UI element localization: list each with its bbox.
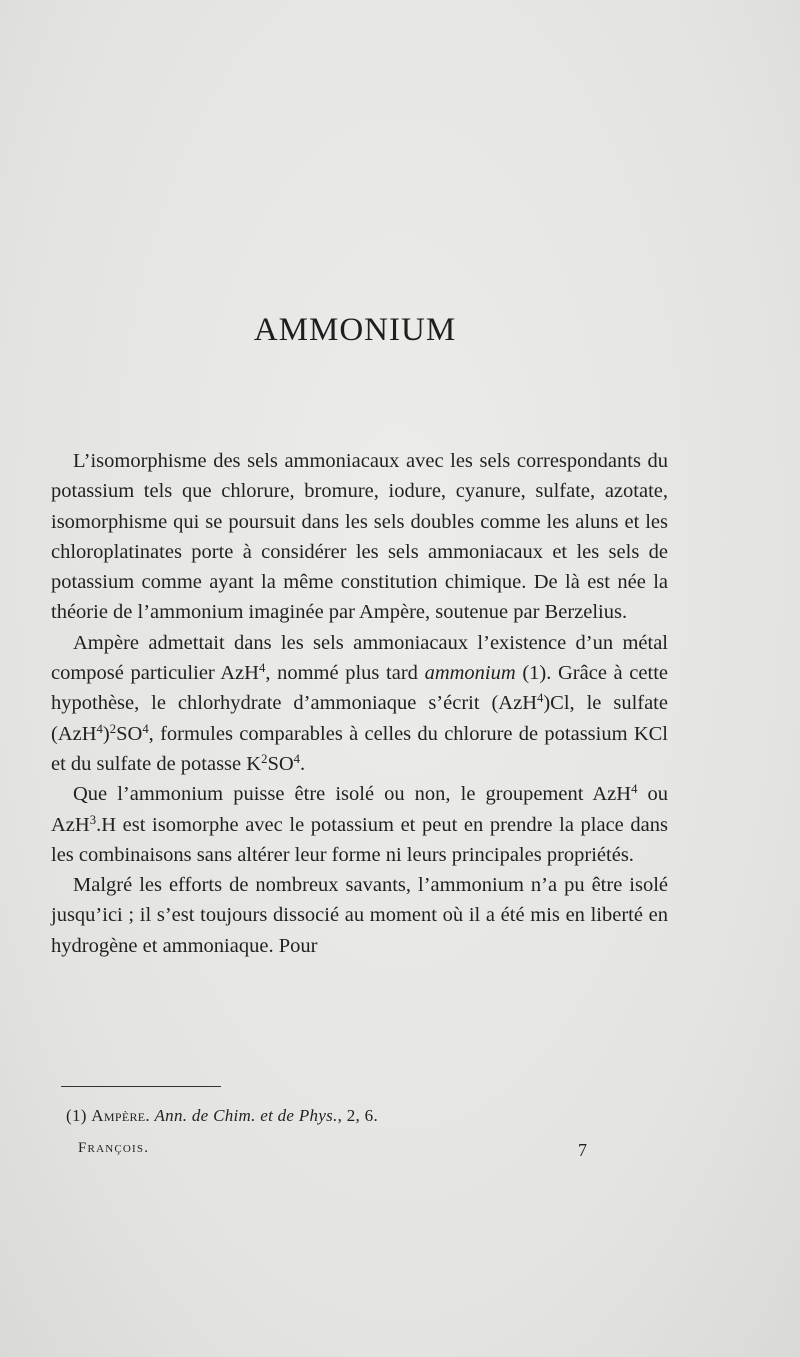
- text-run: ou AzH: [51, 783, 669, 836]
- footnote: [66, 1106, 378, 1126]
- text-run: SO: [116, 722, 143, 745]
- superscript: 2: [109, 721, 117, 736]
- text-run: (1). Grâce à cette hypothèse, le chlorhydrate d’ammoniaque s’écrit (AzH: [51, 662, 668, 715]
- text-run: ): [102, 722, 110, 745]
- paragraph: [51, 870, 668, 961]
- superscript: 4: [537, 691, 544, 706]
- superscript: 2: [261, 751, 268, 766]
- text-run: , formules comparables à celles du chlorure de potassium KCl et du sulfate de potasse K: [51, 722, 668, 775]
- text-run: Que l’ammonium puisse être isolé ou non, le groupement AzH: [73, 783, 632, 806]
- paragraph: [51, 446, 668, 628]
- signature-mark: François.: [78, 1140, 150, 1156]
- superscript: 3: [89, 812, 97, 827]
- text-run: , nommé plus tard: [265, 662, 425, 685]
- footnote-number: (1): [66, 1106, 87, 1125]
- body-text: [51, 446, 668, 961]
- superscript: 4: [258, 661, 266, 676]
- text-run: .H est isomorphe avec le potassium et peut en prendre la place dans les combinaisons sans altérer leur forme ni leurs principales propriétés.: [51, 813, 668, 866]
- page-title: AMMONIUM: [253, 312, 457, 348]
- text-run: )Cl, le sulfate (AzH: [51, 692, 668, 745]
- superscript: 4: [631, 782, 638, 797]
- text-run: Malgré les efforts de nombreux savants, l’ammonium n’a pu être isolé jusqu’ici ; il s’est toujours dissocié au moment où il a été mis en liberté en hydrogène et ammoniaque. Pour: [51, 874, 668, 957]
- footnote-author: Ampère.: [91, 1106, 150, 1125]
- text-run: .: [300, 752, 306, 775]
- superscript: 4: [293, 751, 301, 766]
- superscript: 4: [142, 721, 149, 736]
- text-run: L’isomorphisme des sels ammoniacaux avec les sels correspondants du potassium tels que chlorure, bromure, iodure, cyanure, sulfate, azotate, isomorphisme qui se poursuit dans les sels doubles comme les aluns et les chloroplatinates porte à considérer les sels ammoniacaux et les sels de potassium comme ayant la même constitution chimique. De là est née la théorie de l’ammonium imaginée par Ampère, soutenue par Berzelius.: [51, 450, 668, 624]
- paragraph: [51, 628, 668, 779]
- page-number: 7: [578, 1140, 587, 1160]
- text-run: SO: [267, 752, 294, 775]
- footnote-divider: [61, 1086, 221, 1087]
- paragraph: [51, 779, 668, 870]
- italic-text: ammonium: [424, 662, 516, 685]
- superscript: 4: [96, 721, 103, 736]
- footnote-ref: , 2, 6.: [337, 1106, 378, 1125]
- text-run: Ampère admettait dans les sels ammoniacaux l’existence d’un métal composé particulier AzH: [51, 631, 668, 685]
- footnote-source: Ann. de Chim. et de Phys.: [154, 1106, 338, 1125]
